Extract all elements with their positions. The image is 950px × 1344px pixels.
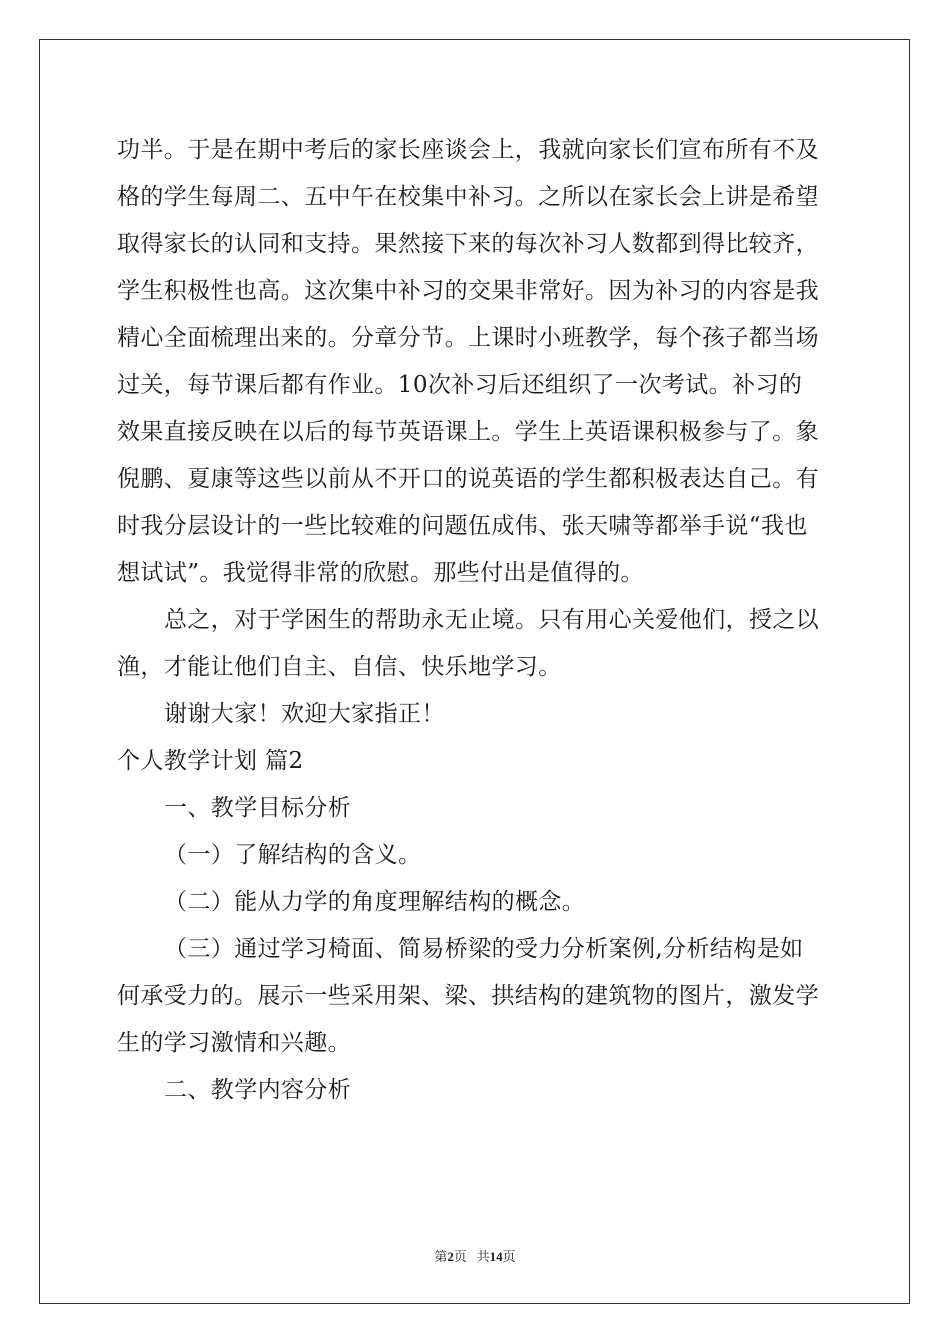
- page-footer: [0, 1246, 950, 1265]
- page-number: 2: [447, 1249, 454, 1264]
- paragraph-start-line: 总之，对于学困生的帮助永无止境。只有用心关爱他们，授之以: [164, 607, 820, 633]
- text-line: 想试试”。我觉得非常的欣慰。那些付出是值得的。: [117, 560, 644, 586]
- total-suffix: 页: [502, 1249, 516, 1264]
- text-line: 功半。于是在期中考后的家长座谈会上，我就向家长们宣布所有不及: [117, 137, 819, 163]
- text-line: 渔，才能让他们自主、自信、快乐地学习。: [117, 654, 562, 680]
- text-line: 精心全面梳理出来的。分章分节。上课时小班教学，每个孩子都当场: [117, 325, 819, 351]
- subheading-content: 二、教学内容分析: [164, 1077, 352, 1103]
- text-line: 效果直接反映在以后的每节英语课上。学生上英语课积极参与了。象: [117, 419, 819, 445]
- list-item: （三）通过学习椅面、简易桥梁的受力分析案例,分析结构是如: [164, 936, 804, 962]
- text-line: 学生积极性也高。这次集中补习的交果非常好。因为补习的内容是我: [117, 278, 819, 304]
- page-prefix: 第: [434, 1249, 448, 1264]
- text-line: 何承受力的。展示一些采用架、梁、拱结构的建筑物的图片，激发学: [117, 983, 819, 1009]
- text-line: 倪鹏、夏康等这些以前从不开口的说英语的学生都积极表达自己。有: [117, 466, 819, 492]
- document-body: [117, 127, 833, 1114]
- list-item: （二）能从力学的角度理解结构的概念。: [164, 889, 586, 915]
- closing-line: 谢谢大家！欢迎大家指正！: [164, 701, 445, 727]
- total-pages: 14: [489, 1249, 503, 1264]
- text-line: 取得家长的认同和支持。果然接下来的每次补习人数都到得比较齐，: [117, 231, 819, 257]
- subheading-objectives: 一、教学目标分析: [164, 795, 352, 821]
- list-item: （一）了解结构的含义。: [164, 842, 422, 868]
- page-suffix: 页: [453, 1249, 467, 1264]
- text-line: 时我分层设计的一些比较难的问题伍成伟、张天啸等都举手说“我也: [117, 513, 808, 539]
- text-line: 格的学生每周二、五中午在校集中补习。之所以在家长会上讲是希望: [117, 184, 819, 210]
- text-line: 过关，每节课后都有作业。10次补习后还组织了一次考试。补习的: [117, 372, 803, 398]
- text-line: 生的学习激情和兴趣。: [117, 1030, 351, 1056]
- total-prefix: 共: [476, 1249, 490, 1264]
- section-heading: 个人教学计划 篇2: [117, 748, 304, 774]
